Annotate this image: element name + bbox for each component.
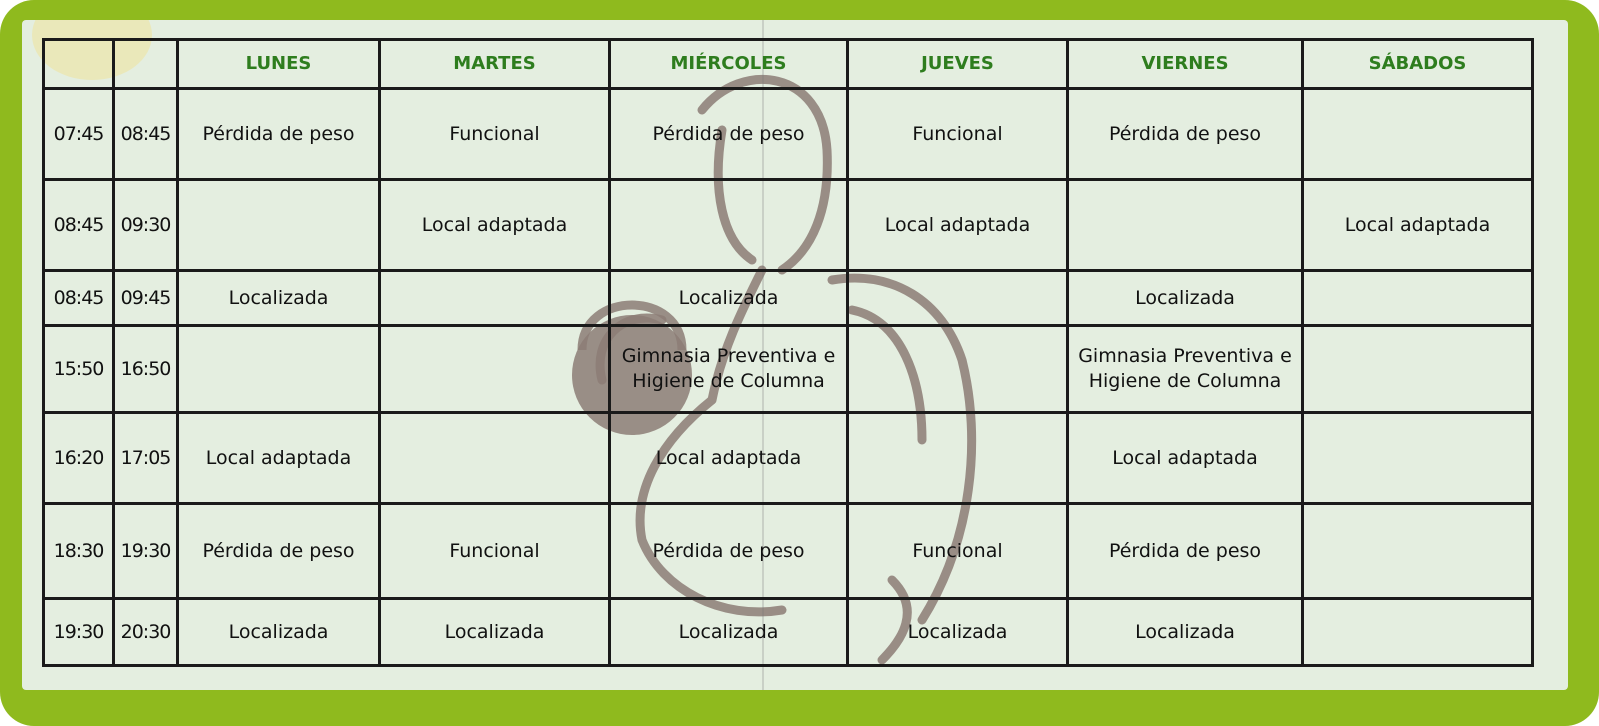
class-cell: Localizada [848, 599, 1068, 666]
class-cell: Funcional [380, 89, 610, 180]
class-cell: Localizada [1068, 271, 1303, 326]
class-cell [1303, 271, 1533, 326]
end-time: 17:05 [114, 413, 178, 504]
class-cell: Pérdida de peso [610, 504, 848, 599]
class-cell: Local adaptada [848, 180, 1068, 271]
class-cell: Local adaptada [610, 413, 848, 504]
day-header: SÁBADOS [1303, 40, 1533, 89]
class-cell [848, 326, 1068, 413]
class-cell: Local adaptada [178, 413, 380, 504]
class-cell [1303, 504, 1533, 599]
start-time: 07:45 [44, 89, 114, 180]
class-cell: Pérdida de peso [178, 89, 380, 180]
header-row [44, 40, 1533, 89]
schedule-flyer [22, 20, 1568, 690]
end-time: 16:50 [114, 326, 178, 413]
class-cell: Pérdida de peso [1068, 504, 1303, 599]
class-cell: Funcional [848, 89, 1068, 180]
class-cell: Localizada [380, 599, 610, 666]
class-cell [380, 326, 610, 413]
header-start-time [44, 40, 114, 89]
start-time: 15:50 [44, 326, 114, 413]
start-time: 08:45 [44, 271, 114, 326]
class-cell [848, 271, 1068, 326]
table-row [44, 599, 1533, 666]
table-row [44, 413, 1533, 504]
end-time: 09:30 [114, 180, 178, 271]
table-row [44, 180, 1533, 271]
class-cell: Funcional [380, 504, 610, 599]
class-cell: Localizada [178, 599, 380, 666]
class-cell [1068, 180, 1303, 271]
class-cell: Pérdida de peso [610, 89, 848, 180]
class-cell [1303, 89, 1533, 180]
header-end-time [114, 40, 178, 89]
class-cell [610, 180, 848, 271]
start-time: 16:20 [44, 413, 114, 504]
class-cell [178, 180, 380, 271]
class-cell: Localizada [1068, 599, 1303, 666]
start-time: 18:30 [44, 504, 114, 599]
class-cell: Gimnasia Preventiva e Higiene de Columna [610, 326, 848, 413]
end-time: 08:45 [114, 89, 178, 180]
class-cell: Local adaptada [1303, 180, 1533, 271]
class-cell: Pérdida de peso [1068, 89, 1303, 180]
start-time: 19:30 [44, 599, 114, 666]
day-header: VIERNES [1068, 40, 1303, 89]
class-cell [380, 271, 610, 326]
class-cell [848, 413, 1068, 504]
table-row [44, 89, 1533, 180]
table-row [44, 326, 1533, 413]
start-time: 08:45 [44, 180, 114, 271]
class-cell: Localizada [610, 599, 848, 666]
class-cell [1303, 599, 1533, 666]
end-time: 09:45 [114, 271, 178, 326]
class-cell: Gimnasia Preventiva e Higiene de Columna [1068, 326, 1303, 413]
end-time: 19:30 [114, 504, 178, 599]
class-cell: Local adaptada [1068, 413, 1303, 504]
class-cell: Pérdida de peso [178, 504, 380, 599]
table-row [44, 504, 1533, 599]
table-row [44, 271, 1533, 326]
day-header: JUEVES [848, 40, 1068, 89]
class-cell [1303, 413, 1533, 504]
class-cell [178, 326, 380, 413]
end-time: 20:30 [114, 599, 178, 666]
class-schedule-table [42, 38, 1534, 667]
class-cell: Localizada [178, 271, 380, 326]
class-cell: Local adaptada [380, 180, 610, 271]
class-cell [1303, 326, 1533, 413]
day-header: LUNES [178, 40, 380, 89]
day-header: MARTES [380, 40, 610, 89]
class-cell [380, 413, 610, 504]
day-header: MIÉRCOLES [610, 40, 848, 89]
class-cell: Funcional [848, 504, 1068, 599]
class-cell: Localizada [610, 271, 848, 326]
